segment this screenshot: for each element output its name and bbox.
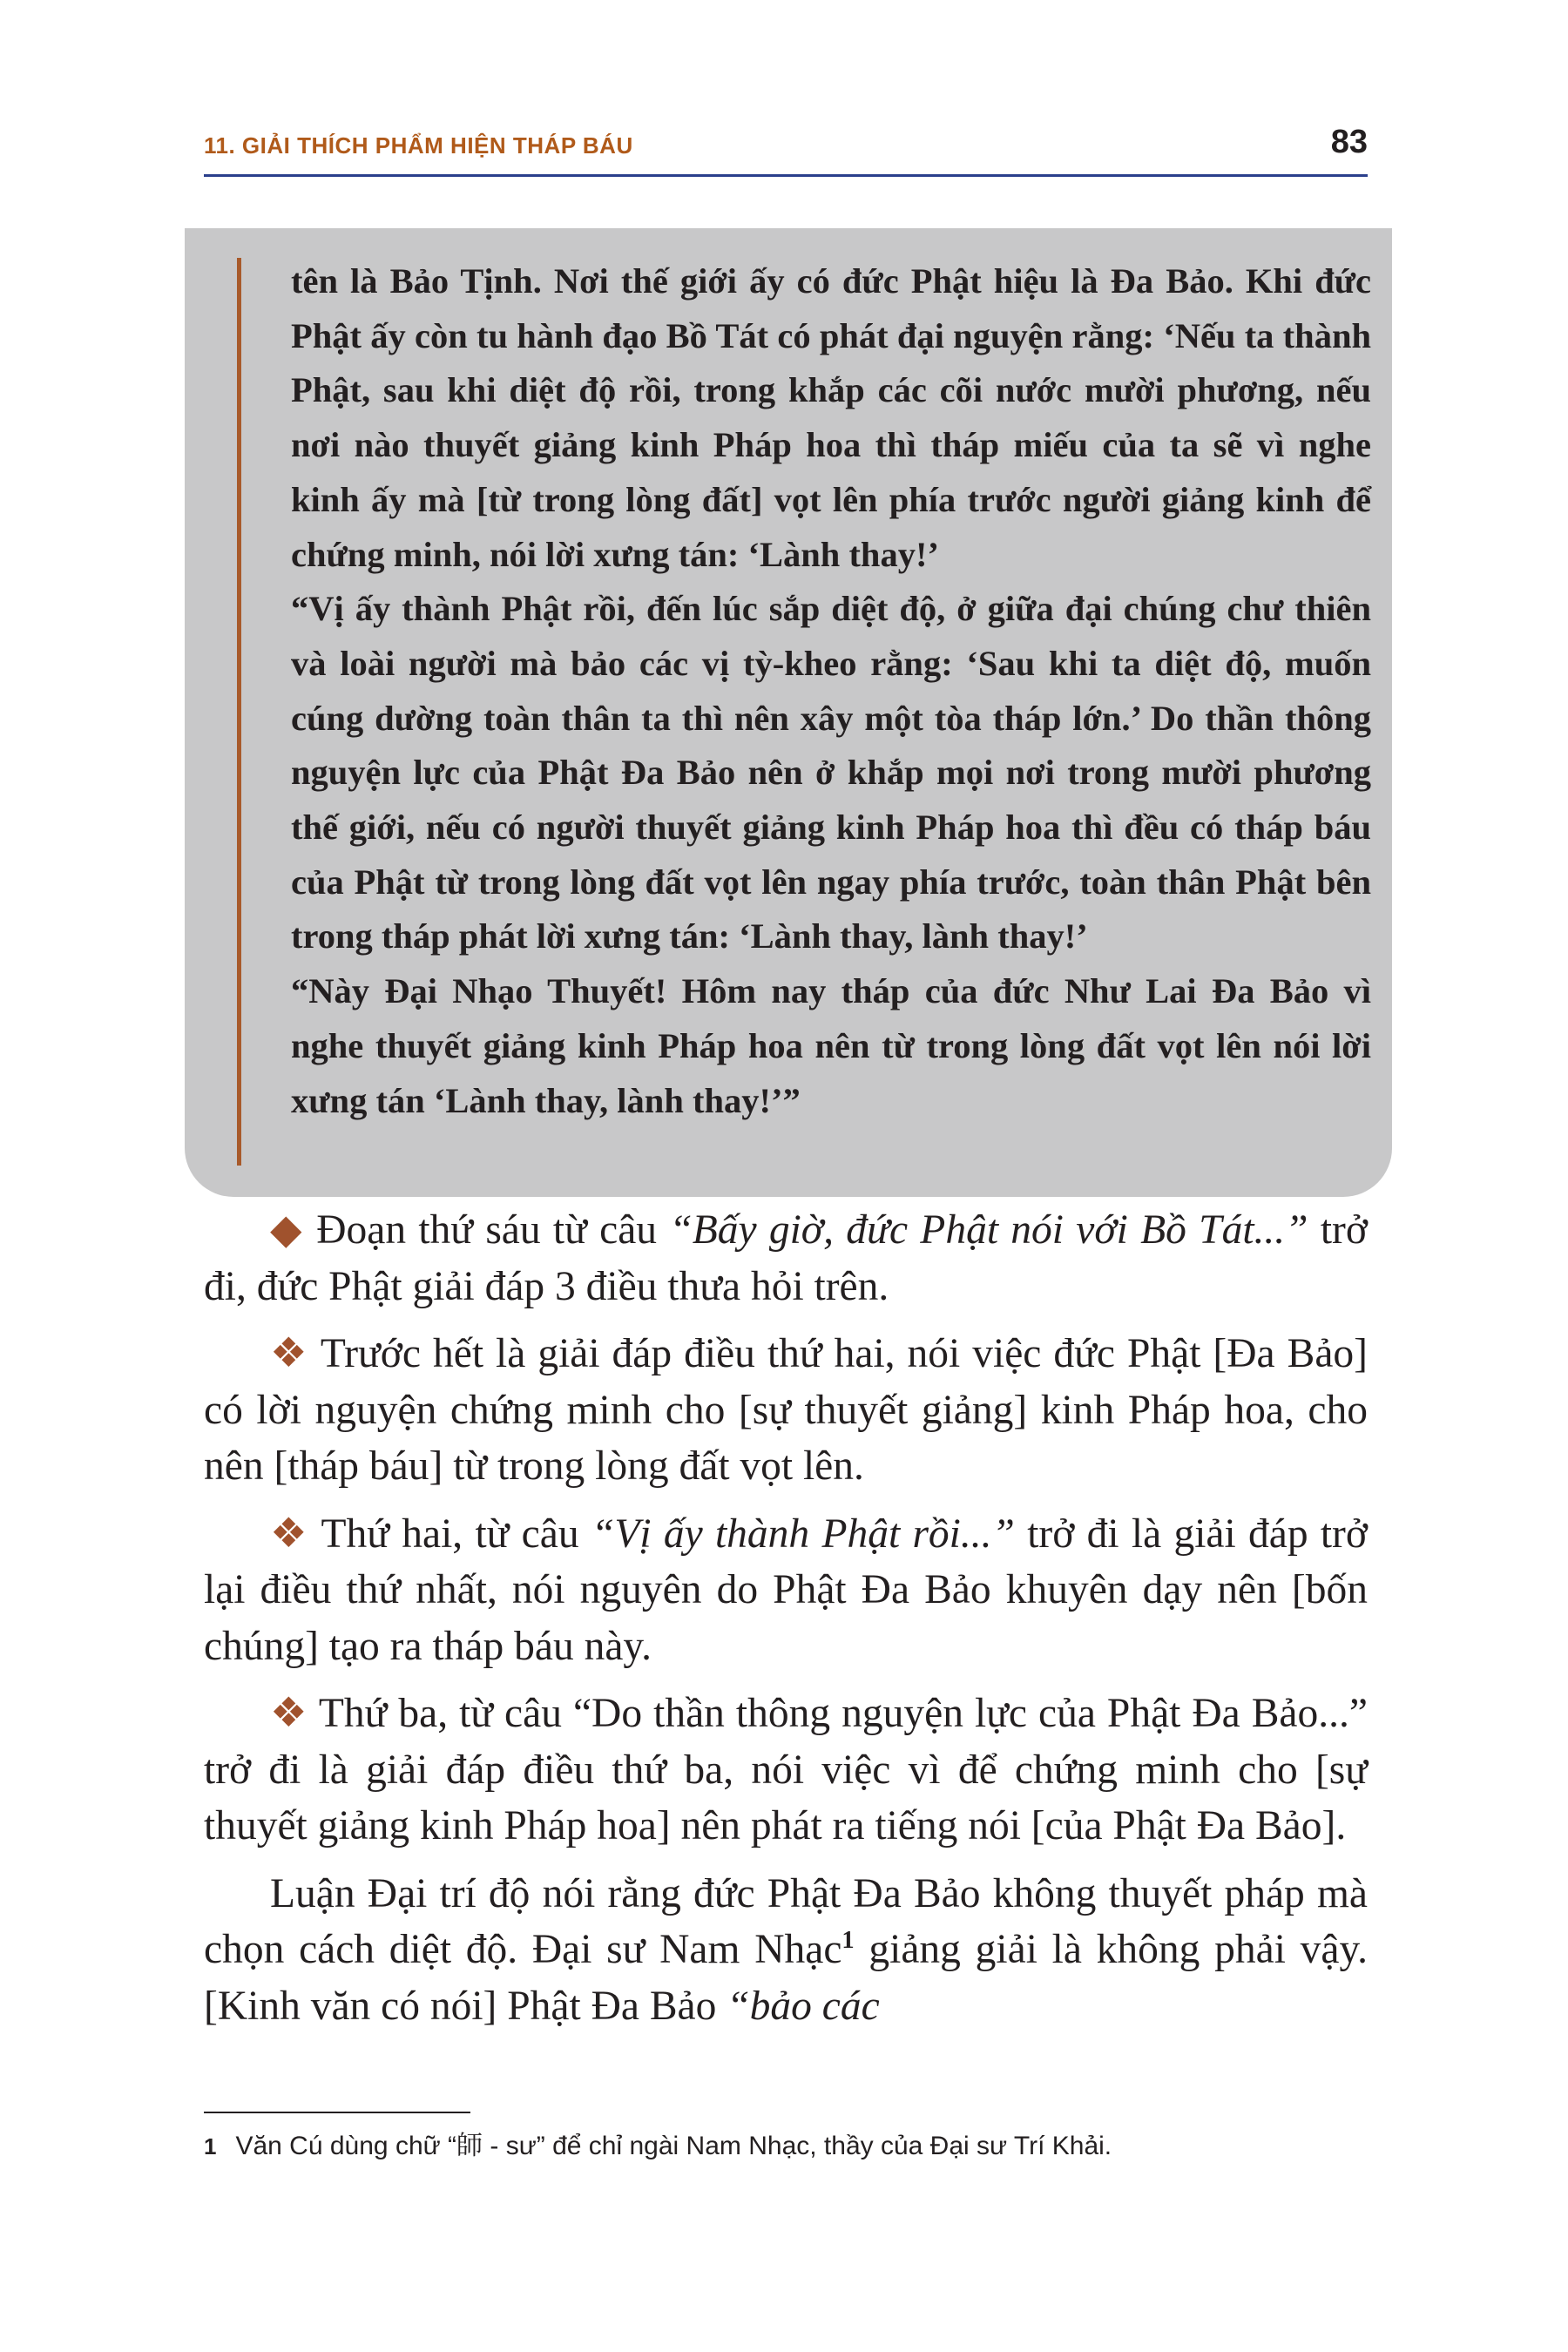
ornament-bullet-icon: ❖: [270, 1511, 310, 1557]
quote-paragraph: “Vị ấy thành Phật rồi, đến lúc sắp diệt độ, ở giữa đại chúng chư thiên và loài người mà bảo các vị tỳ-kheo rằng: ‘Sau khi ta diệt độ, muốn cúng dường toàn thân ta thì nên xây một tòa tháp lớn.’ Do thần thông nguyện lực của Phật Đa Bảo nên ở khắp mọi nơi trong mười phương thế giới, nếu có người thuyết giảng kinh Pháp hoa thì đều có tháp báu của Phật từ trong lòng đất vọt lên ngay phía trước, toàn thân Phật bên trong tháp phát lời xưng tán: ‘Lành thay, lành thay!’: [291, 589, 1371, 956]
body-paragraph: ❖ Thứ ba, từ câu “Do thần thông nguyện lực của Phật Đa Bảo...” trở đi là giải đáp điều thứ ba, nói việc vì để chứng minh cho [sự thuyết giảng kinh Pháp hoa] nên phát ra tiếng nói [của Phật Đa Bảo].: [204, 1691, 1368, 1848]
footnote: [204, 2129, 1368, 2164]
diamond-bullet-icon: ◆: [270, 1207, 304, 1253]
ornament-bullet-icon: ❖: [270, 1331, 309, 1376]
footnote-text: Văn Cú dùng chữ “師 - sư” để chỉ ngài Nam Nhạc, thầy của Đại sư Trí Khải.: [235, 2132, 1112, 2160]
quote-box: [185, 228, 1392, 1197]
header-rule: [204, 174, 1368, 177]
ornament-bullet-icon: ❖: [270, 1691, 308, 1736]
quoted-phrase: “bảo các: [727, 1983, 880, 2029]
quote-paragraph: tên là Bảo Tịnh. Nơi thế giới ấy có đức Phật hiệu là Đa Bảo. Khi đức Phật ấy còn tu hành đạo Bồ Tát có phát đại nguyện rằng: ‘Nếu ta thành Phật, sau khi diệt độ rồi, trong khắp các cõi nước mười phương, nếu nơi nào thuyết giảng kinh Pháp hoa thì tháp miếu của ta sẽ vì nghe kinh ấy mà [từ trong lòng đất] vọt lên phía trước người giảng kinh để chứng minh, nói lời xưng tán: ‘Lành thay!’: [291, 261, 1371, 574]
quoted-phrase: “Vị ấy thành Phật rồi...”: [591, 1511, 1015, 1557]
running-header: [204, 124, 1368, 171]
quote-paragraph: “Này Đại Nhạo Thuyết! Hôm nay tháp của đức Như Lai Đa Bảo vì nghe thuyết giảng kinh Pháp hoa nên từ trong lòng đất vọt lên nói lời xưng tán ‘Lành thay, lành thay!’”: [291, 971, 1371, 1120]
quoted-phrase: “Bấy giờ, đức Phật nói với Bồ Tát...”: [669, 1207, 1308, 1253]
page-number: 83: [1330, 124, 1368, 160]
footnote-rule: [204, 2112, 470, 2113]
footnote-ref: 1: [841, 1927, 855, 1955]
body-paragraph: ❖ Trước hết là giải đáp điều thứ hai, nói việc đức Phật [Đa Bảo] có lời nguyện chứng minh cho [sự thuyết giảng] kinh Pháp hoa, cho nên [tháp báu] từ trong lòng đất vọt lên.: [204, 1331, 1368, 1489]
body-paragraph: ❖ Thứ hai, từ câu “Vị ấy thành Phật rồi...” trở đi là giải đáp trở lại điều thứ nhất, nói nguyên do Phật Đa Bảo khuyên dạy nên [bốn chúng] tạo ra tháp báu này.: [204, 1511, 1368, 1669]
quote-text: [291, 254, 1371, 1128]
chapter-title: 11. GIẢI THÍCH PHẨM HIỆN THÁP BÁU: [204, 132, 633, 159]
footnote-mark: 1: [204, 2133, 217, 2159]
quote-accent-bar: [237, 258, 241, 1166]
body-paragraph: Luận Đại trí độ nói rằng đức Phật Đa Bảo không thuyết pháp mà chọn cách diệt độ. Đại sư Nam Nhạc$^1$ giảng giải là không phải vậy. [Kinh văn có nói] Phật Đa Bảo “bảo các: [204, 1870, 1368, 2029]
body-paragraph: ◆ Đoạn thứ sáu từ câu “Bấy giờ, đức Phật nói với Bồ Tát...” trở đi, đức Phật giải đáp 3 điều thưa hỏi trên.: [204, 1207, 1368, 1309]
body-text: [204, 1202, 1368, 2045]
